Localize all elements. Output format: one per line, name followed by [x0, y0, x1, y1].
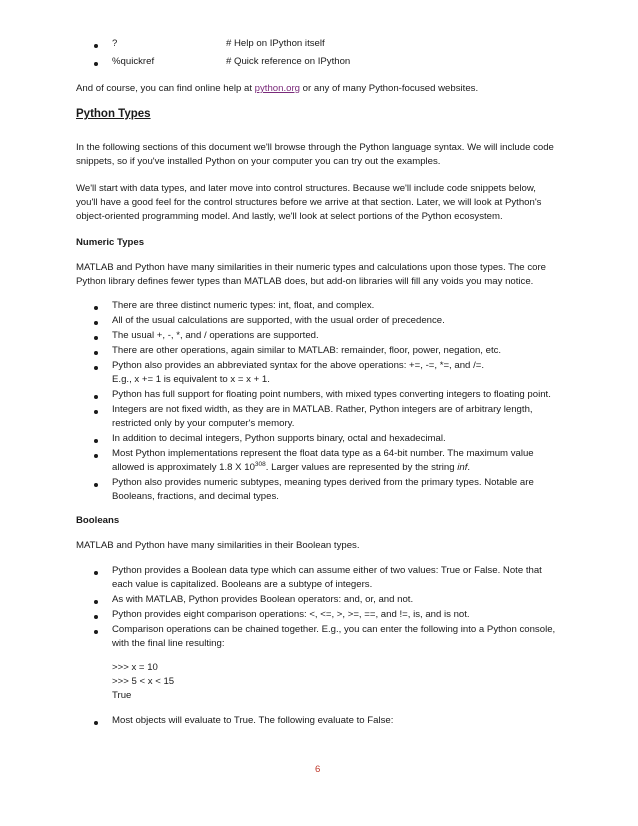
list-item-continuation: each value is capitalized. Booleans are a subtype of integers. — [112, 579, 373, 590]
help-line — [76, 82, 478, 96]
list-item: Comparison operations can be chained together. E.g., you can enter the following into a Python console, — [112, 624, 556, 635]
paragraph-line: We'll start with data types, and later move into control structures. Because we'll include code snippets below, — [76, 183, 536, 194]
list-item: All of the usual calculations are supported, with the usual order of precedence. — [112, 315, 445, 326]
list-item: As with MATLAB, Python provides Boolean operators: and, or, and not. — [112, 594, 414, 605]
bullet-marker — [94, 366, 98, 370]
float-text: . Larger values are represented by the string — [265, 462, 458, 473]
list-item-continuation: restricted only by your computer's memory. — [112, 418, 295, 429]
list-item: There are three distinct numeric types: int, float, and complex. — [112, 300, 375, 311]
list-item: Python has full support for floating point numbers, with mixed types converting integers to floating point. — [112, 389, 551, 400]
list-item: The usual +, -, *, and / operations are supported. — [112, 330, 319, 341]
paragraph-line: Python library defines fewer types than MATLAB does, but add-on libraries will fill any voids you may notice. — [76, 276, 534, 287]
numeric-types-heading: Numeric Types — [76, 237, 145, 248]
page-number: 6 — [315, 764, 321, 775]
list-item: In addition to decimal integers, Python supports binary, octal and hexadecimal. — [112, 433, 446, 444]
bullet-marker — [94, 351, 98, 355]
list-item: Most Python implementations represent the float data type as a 64-bit number. The maximum value — [112, 448, 534, 459]
code-line: >>> x = 10 — [112, 662, 158, 673]
bullet-marker — [94, 306, 98, 310]
bullet-marker — [94, 721, 98, 725]
bullet-marker — [94, 483, 98, 487]
paragraph-line: In the following sections of this document we'll browse through the Python language syntax. We will include code — [76, 142, 554, 153]
bullet-marker — [94, 62, 98, 66]
list-item-continuation: E.g., x += 1 is equivalent to x = x + 1. — [112, 374, 270, 385]
list-item-continuation — [112, 461, 470, 475]
exponent: 308 — [254, 460, 266, 468]
section-title: Python Types — [76, 108, 151, 120]
list-item: Python provides a Boolean data type which can assume either of two values: True or False. Note that — [112, 565, 542, 576]
bullet-marker — [94, 410, 98, 414]
help-key: %quickref — [112, 56, 155, 67]
help-line-text: And of course, you can find online help at — [76, 83, 255, 94]
paragraph-line: MATLAB and Python have many similarities in their numeric types and calculations upon those types. The core — [76, 262, 546, 273]
bullet-marker — [94, 615, 98, 619]
inf-text: inf — [457, 462, 468, 473]
list-item: There are other operations, again similar to MATLAB: remainder, floor, power, negation, etc. — [112, 345, 502, 356]
list-item-continuation: with the final line resulting: — [112, 638, 225, 649]
help-line-text: or any of many Python-focused websites. — [300, 83, 479, 94]
bullet-marker — [94, 630, 98, 634]
bullet-marker — [94, 439, 98, 443]
booleans-heading: Booleans — [76, 515, 120, 526]
code-line: True — [112, 690, 132, 701]
list-item: Python also provides an abbreviated syntax for the above operations: +=, -=, *=, and /=. — [112, 360, 484, 371]
help-key: ? — [112, 38, 118, 49]
list-item-continuation: Booleans, fractions, and decimal types. — [112, 491, 279, 502]
bullet-marker — [94, 600, 98, 604]
help-desc: # Help on IPython itself — [226, 38, 325, 49]
bullet-marker — [94, 44, 98, 48]
paragraph-line: you'll have a good feel for the control structures before we arrive at that section. Later, we will look at Python's — [76, 197, 542, 208]
bullet-marker — [94, 571, 98, 575]
help-desc: # Quick reference on IPython — [226, 56, 351, 67]
list-item: Python provides eight comparison operations: <, <=, >, >=, ==, and !=, is, and is not. — [112, 609, 470, 620]
python-org-link[interactable]: python.org — [254, 83, 301, 94]
float-text: allowed is approximately 1.8 X 10 — [112, 462, 255, 473]
paragraph-line: MATLAB and Python have many similarities in their Boolean types. — [76, 540, 360, 551]
bullet-marker — [94, 321, 98, 325]
bullet-marker — [94, 395, 98, 399]
paragraph-line: object-oriented programming model. And lastly, we'll look at select portions of the Python ecosystem. — [76, 211, 503, 222]
bullet-marker — [94, 454, 98, 458]
list-item: Most objects will evaluate to True. The following evaluate to False: — [112, 715, 394, 726]
code-line: >>> 5 < x < 15 — [112, 676, 175, 687]
float-text: . — [467, 462, 471, 473]
paragraph-line: snippets, so if you've installed Python on your computer you can try out the examples. — [76, 156, 441, 167]
bullet-marker — [94, 336, 98, 340]
list-item: Python also provides numeric subtypes, meaning types derived from the primary types. Notable are — [112, 477, 534, 488]
list-item: Integers are not fixed width, as they are in MATLAB. Rather, Python integers are of arbitrary length, — [112, 404, 533, 415]
